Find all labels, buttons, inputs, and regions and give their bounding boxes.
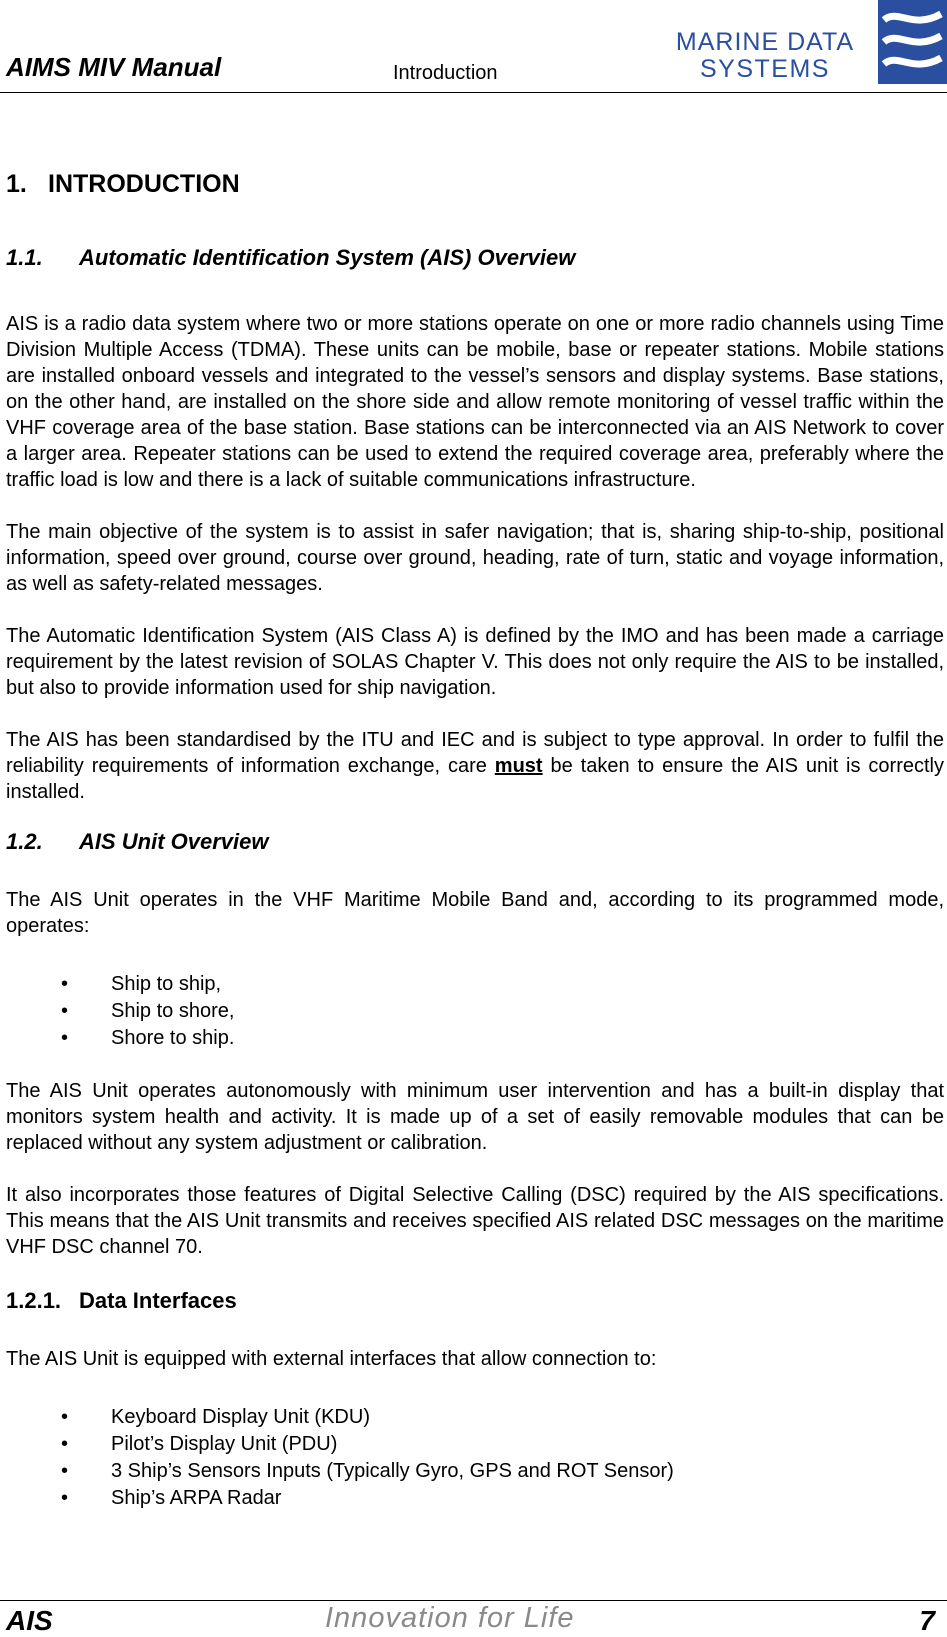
list-item-text: Ship to ship, (111, 973, 222, 995)
list-item-text: Keyboard Display Unit (KDU) (111, 1406, 370, 1428)
page-header (0, 0, 947, 93)
list-item (6, 1458, 944, 1485)
bullet: • (61, 973, 69, 995)
section-title: AIS Unit Overview (79, 829, 269, 854)
modes-list (6, 971, 944, 1052)
chapter-heading (6, 170, 944, 199)
paragraph: The AIS Unit is equipped with external interfaces that allow connection to: (6, 1348, 657, 1370)
list-item (6, 971, 944, 998)
chapter-title: INTRODUCTION (48, 170, 240, 198)
list-item-text: Ship’s ARPA Radar (111, 1487, 282, 1509)
paragraph: The main objective of the system is to assist in safer navigation; that is, sharing ship-to-ship, positional information, speed over ground, course over ground, heading, rate of turn, static and voyage information, as well as safety-related messages. (6, 521, 944, 595)
bullet: • (61, 1027, 69, 1049)
list-item-text: Pilot’s Display Unit (PDU) (111, 1433, 338, 1455)
paragraph: The AIS Unit operates in the VHF Maritime Mobile Band and, according to its programmed mode, operates: (6, 889, 944, 937)
emphasis-must: must (494, 755, 543, 777)
interfaces-list (6, 1404, 944, 1512)
paragraph: The AIS Unit operates autonomously with minimum user intervention and has a built-in display that monitors system health and activity. It is made up of a set of easily removable modules that can be replaced without any system adjustment or calibration. (6, 1080, 944, 1154)
bullet: • (61, 1487, 69, 1509)
page-footer (0, 1600, 947, 1636)
chapter-number: 1. (6, 170, 27, 198)
section-1-2-1-heading (6, 1288, 944, 1314)
bullet: • (61, 1000, 69, 1022)
section-title: Data Interfaces (79, 1288, 237, 1313)
bullet: • (61, 1406, 69, 1428)
list-item-text: Shore to ship. (111, 1027, 235, 1049)
header-section-name: Introduction (393, 62, 498, 84)
section-number: 1.2.1. (6, 1288, 62, 1313)
list-item (6, 1025, 944, 1052)
wave-logo-icon (878, 0, 947, 84)
footer-product: AIS (6, 1605, 53, 1636)
list-item (6, 998, 944, 1025)
marine-data-systems-logo (665, 0, 947, 86)
section-title: Automatic Identification System (AIS) Overview (79, 245, 576, 270)
section-number: 1.1. (6, 245, 43, 270)
paragraph-text: The AIS has been standardised by the ITU and IEC and is subject to type approval. In order to fulfil the reliability requirements of information exchange, care (6, 729, 944, 777)
list-item (6, 1431, 944, 1458)
section-number: 1.2. (6, 829, 43, 854)
page-content (6, 160, 944, 1512)
bullet: • (61, 1433, 69, 1455)
footer-tagline: Innovation for Life (325, 1602, 575, 1634)
section-1-1-heading (6, 245, 944, 271)
list-item-text: 3 Ship’s Sensors Inputs (Typically Gyro, GPS and ROT Sensor) (111, 1460, 674, 1482)
logo-text-line1: MARINE DATA (675, 28, 855, 56)
paragraph: It also incorporates those features of Digital Selective Calling (DSC) required by the AIS specifications. This means that the AIS Unit transmits and receives specified AIS related DSC messages on the maritime VHF DSC channel 70. (6, 1184, 944, 1258)
list-item (6, 1404, 944, 1431)
bullet: • (61, 1460, 69, 1482)
manual-title: AIMS MIV Manual (6, 52, 222, 82)
paragraph-text: be taken to ensure the AIS unit is correctly installed. (6, 755, 944, 803)
paragraph: AIS is a radio data system where two or more stations operate on one or more radio channels using Time Division Multiple Access (TDMA). These units can be mobile, base or repeater stations. Mobile stations are installed onboard vessels and integrated to the vessel’s sensors and display systems. Base stations, on the other hand, are installed on the shore side and allow remote monitoring of vessel traffic within the VHF coverage area of the base station. Base stations can be interconnected via an AIS Network to cover a larger area. Repeater stations can be used to extend the required coverage area, preferably where the traffic load is low and there is a lack of suitable communications infrastructure. (6, 313, 944, 491)
list-item (6, 1485, 944, 1512)
list-item-text: Ship to shore, (111, 1000, 235, 1022)
paragraph: The Automatic Identification System (AIS Class A) is defined by the IMO and has been made a carriage requirement by the latest revision of SOLAS Chapter V. This does not only require the AIS to be installed, but also to provide information used for ship navigation. (6, 625, 944, 699)
section-1-2-heading (6, 829, 944, 855)
paragraph-installation (6, 727, 944, 805)
page-number: 7 (919, 1605, 935, 1636)
logo-text-line2: SYSTEMS (700, 55, 830, 83)
